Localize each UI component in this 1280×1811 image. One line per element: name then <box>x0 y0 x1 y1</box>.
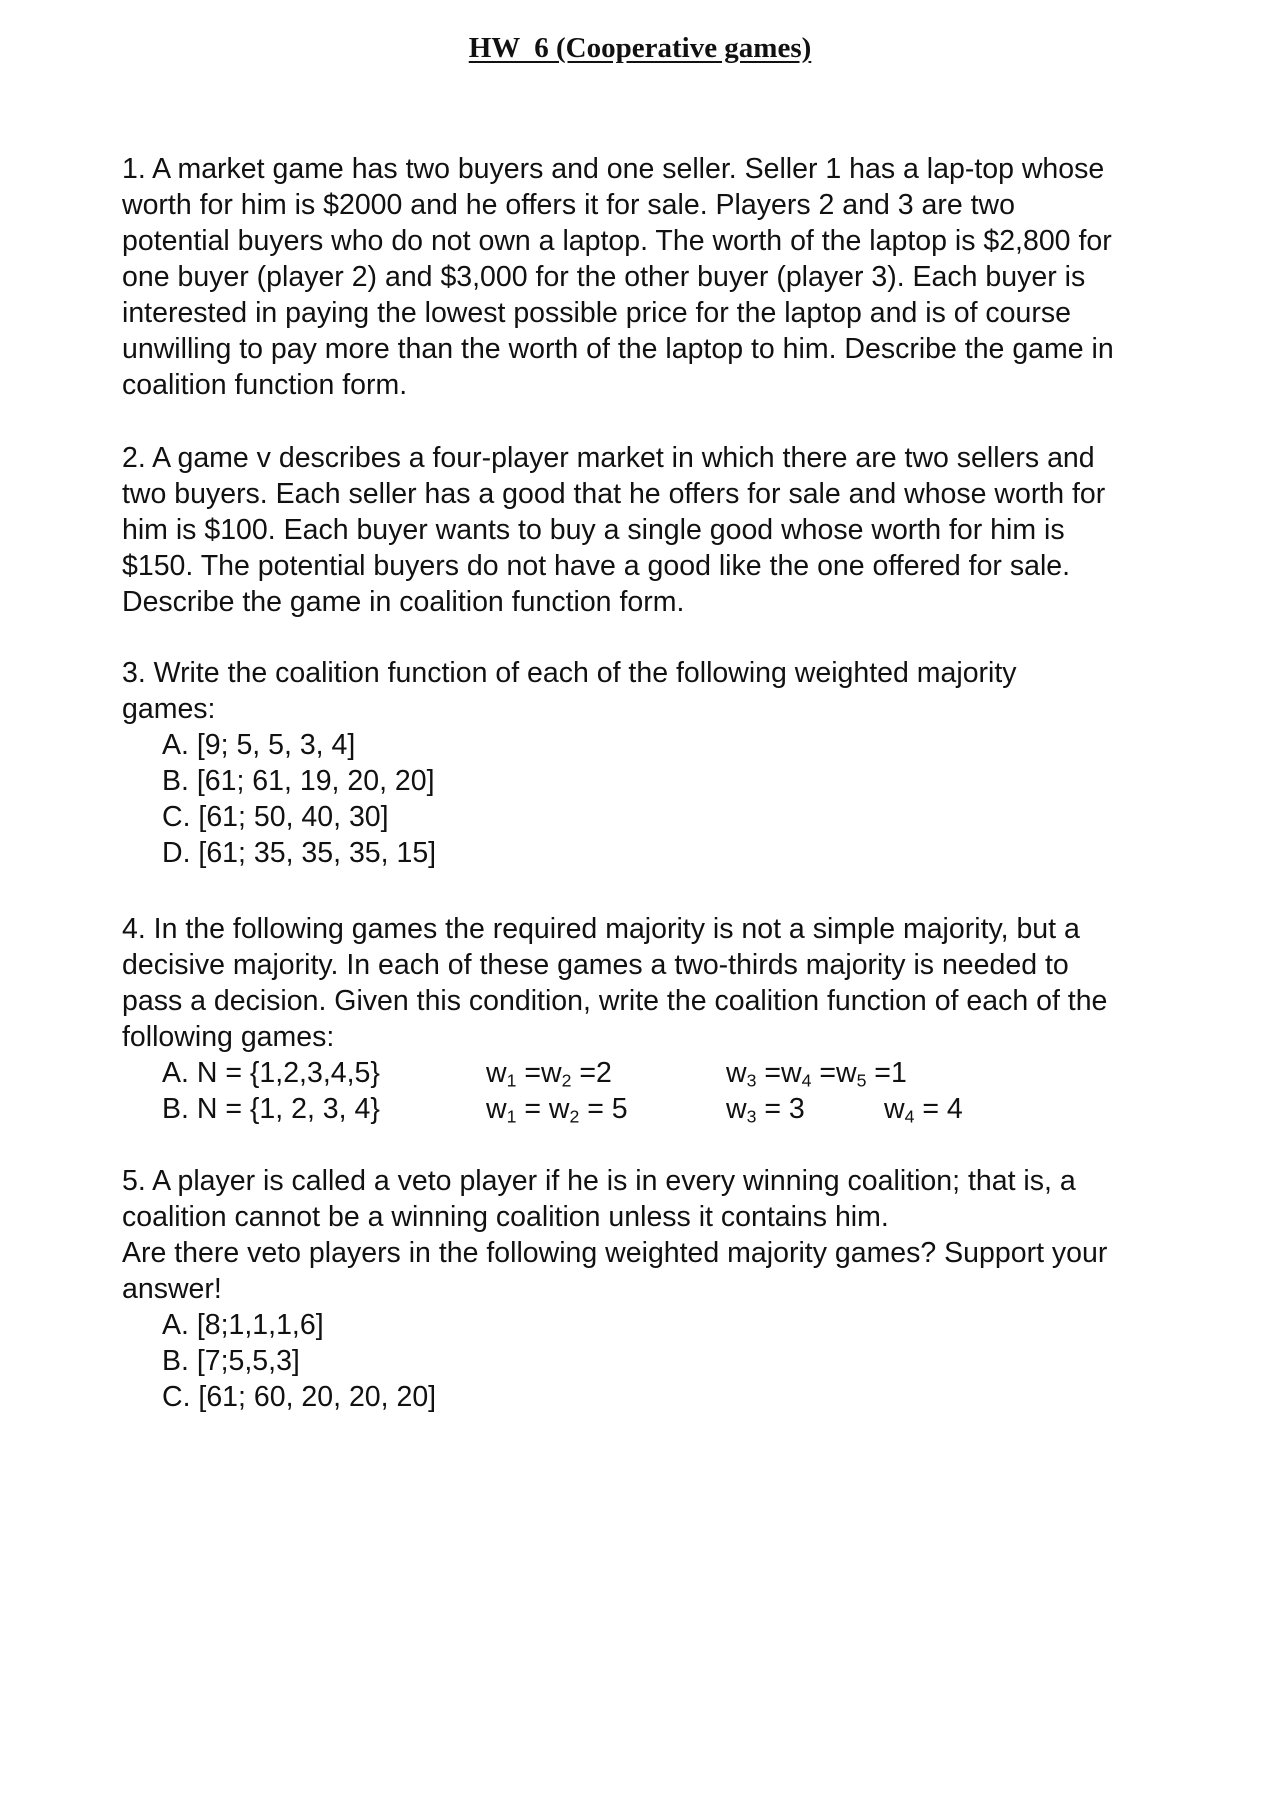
question-2-line: him is $100. Each buyer wants to buy a single good whose worth for him is <box>122 514 1065 546</box>
game-weights: $w_1 = w_2 = 5$ <box>486 1093 628 1127</box>
page-title: HW 6 (Cooperative games) <box>468 32 812 64</box>
question-1-line: 1. A market game has two buyers and one seller. Seller 1 has a lap-top whose <box>122 153 1105 185</box>
question-5-line: 5. A player is called a veto player if he is in every winning coalition; that is, a <box>122 1165 1076 1197</box>
question-3-option: D. [61; 35, 35, 35, 15] <box>162 837 437 869</box>
question-1-line: potential buyers who do not own a laptop. The worth of the laptop is $2,800 for <box>122 225 1112 257</box>
question-3-line: 3. Write the coalition function of each of the following weighted majority <box>122 657 1017 689</box>
game-weights: $w_4 = 4$ <box>884 1093 963 1127</box>
question-5 <box>122 1163 1202 1415</box>
question-1-line: unwilling to pay more than the worth of the laptop to him. Describe the game in <box>122 333 1114 365</box>
question-3-option: B. [61; 61, 19, 20, 20] <box>162 765 435 797</box>
question-4-line: following games: <box>122 1021 335 1053</box>
question-3-line: games: <box>122 693 216 725</box>
game-weights: $w_3 = 3$ <box>726 1093 805 1127</box>
question-5-line: answer! <box>122 1273 222 1305</box>
question-4-game-b <box>122 1091 1202 1127</box>
question-3 <box>122 655 1202 871</box>
question-4-line: decisive majority. In each of these games a two-thirds majority is needed to <box>122 949 1069 981</box>
question-3-option: A. [9; 5, 5, 3, 4] <box>162 729 356 761</box>
question-1-line: interested in paying the lowest possible price for the laptop and is of course <box>122 297 1071 329</box>
question-2-line: $150. The potential buyers do not have a good like the one offered for sale. <box>122 550 1071 582</box>
question-3-option: C. [61; 50, 40, 30] <box>162 801 389 833</box>
question-1-line: worth for him is $2000 and he offers it for sale. Players 2 and 3 are two <box>122 189 1015 221</box>
question-2 <box>122 440 1202 620</box>
question-1-line: coalition function form. <box>122 369 408 401</box>
question-4-line: 4. In the following games the required majority is not a simple majority, but a <box>122 913 1080 945</box>
question-5-line: Are there veto players in the following weighted majority games? Support your <box>122 1237 1108 1269</box>
question-5-option: A. [8;1,1,1,6] <box>162 1309 324 1341</box>
question-2-line: two buyers. Each seller has a good that he offers for sale and whose worth for <box>122 478 1106 510</box>
question-4 <box>122 911 1202 1127</box>
question-5-line: coalition cannot be a winning coalition unless it contains him. <box>122 1201 889 1233</box>
question-5-option: B. [7;5,5,3] <box>162 1345 300 1377</box>
question-1-line: one buyer (player 2) and $3,000 for the other buyer (player 3). Each buyer is <box>122 261 1086 293</box>
question-2-line: 2. A game v describes a four-player market in which there are two sellers and <box>122 442 1095 474</box>
game-weights: $w_3 =w_4 =w_5 =1$ <box>726 1057 907 1091</box>
question-1 <box>122 151 1202 403</box>
question-4-line: pass a decision. Given this condition, write the coalition function of each of the <box>122 985 1108 1017</box>
question-4-game-a <box>122 1055 1202 1091</box>
question-2-line: Describe the game in coalition function form. <box>122 586 685 618</box>
question-5-option: C. [61; 60, 20, 20, 20] <box>162 1381 437 1413</box>
game-player-set: B. N = {1, 2, 3, 4} <box>162 1093 380 1125</box>
game-weights: $w_1 =w_2 =2$ <box>486 1057 612 1091</box>
game-player-set: A. N = {1,2,3,4,5} <box>162 1057 380 1089</box>
